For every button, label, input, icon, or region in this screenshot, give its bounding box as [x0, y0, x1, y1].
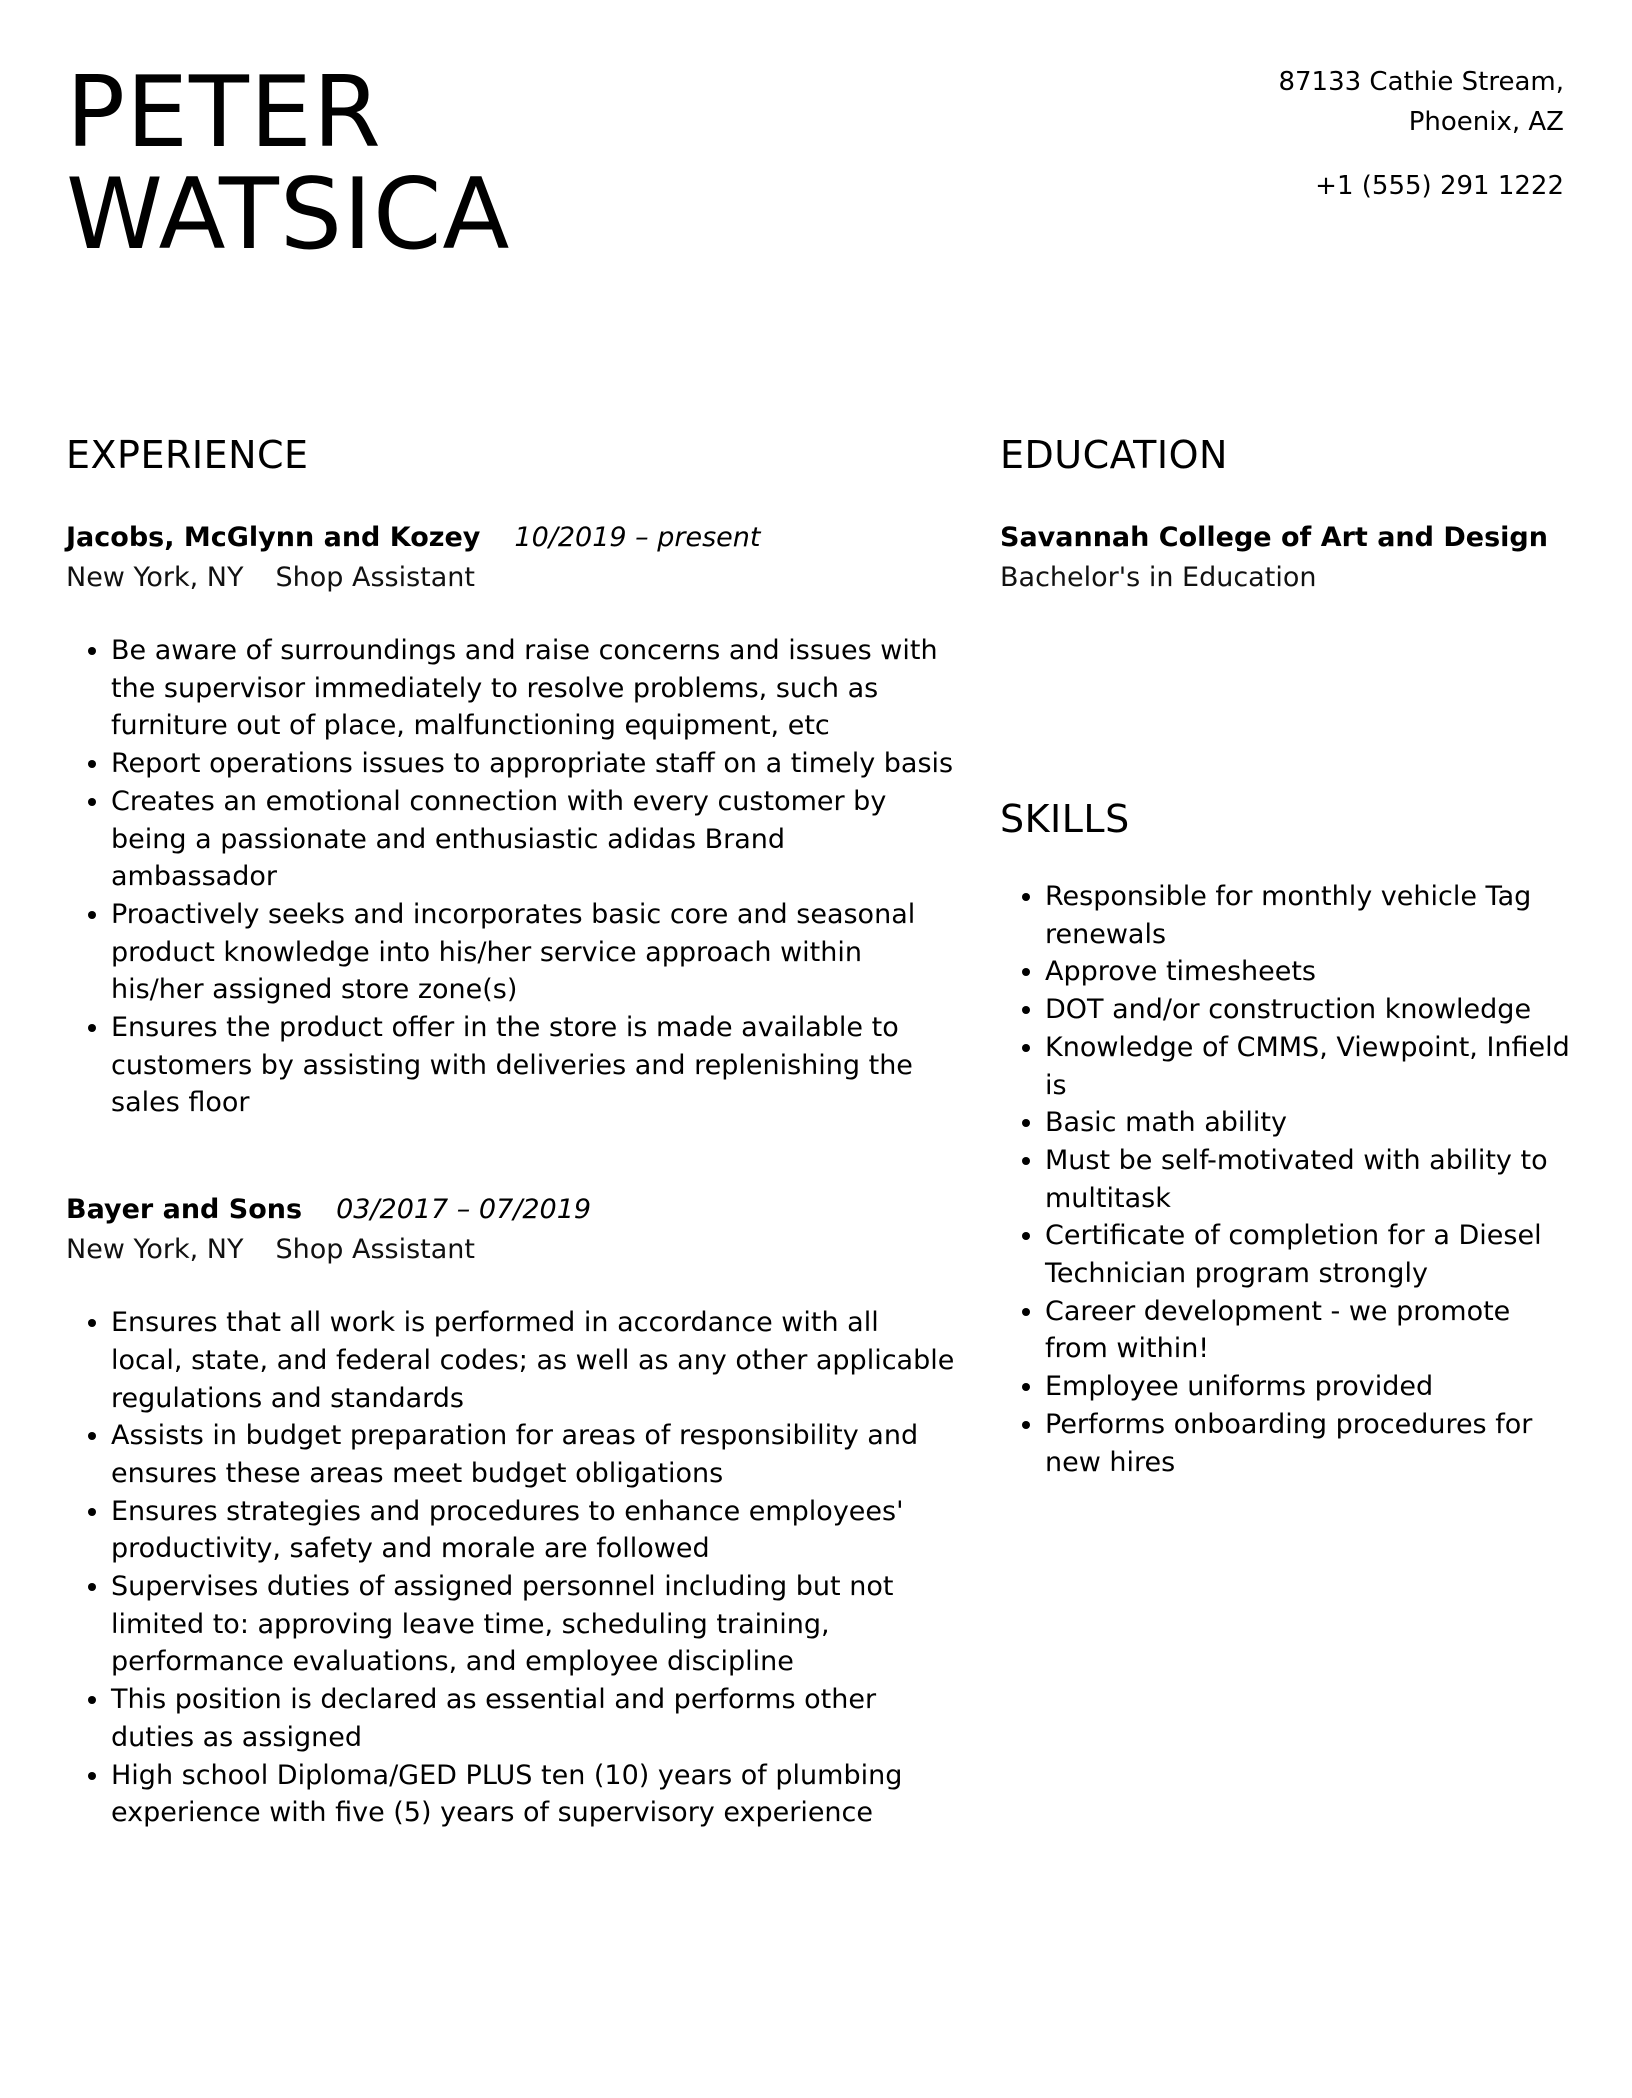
bullet-item: • Proactively seeks and incorporates basic core and seasonal product knowledge into his/her service approach within his/her assigned store zone(s) — [111, 896, 956, 1009]
education-heading: EDUCATION — [1000, 433, 1228, 477]
company-name: Bayer and Sons — [66, 1194, 303, 1226]
skills-list — [1000, 878, 1570, 1481]
candidate-name — [66, 56, 511, 272]
job-header — [66, 1190, 956, 1230]
job-bullets — [66, 1304, 956, 1832]
bullet-item: • This position is declared as essential and performs other duties as assigned — [111, 1681, 956, 1756]
skill-item: • DOT and/or construction knowledge — [1045, 991, 1570, 1029]
bullet-item: • Report operations issues to appropriate staff on a timely basis — [111, 745, 956, 783]
bullet-item: • High school Diploma/GED PLUS ten (10) years of plumbing experience with five (5) years of supervisory experience — [111, 1757, 956, 1832]
job-entry — [66, 518, 956, 1122]
skill-item: • Basic math ability — [1045, 1104, 1570, 1142]
bullet-item: • Ensures the product offer in the store is made available to customers by assisting with deliveries and replenishing the sales floor — [111, 1009, 956, 1122]
bullet-item: • Be aware of surroundings and raise concerns and issues with the supervisor immediately to resolve problems, such as furniture out of place, malfunctioning equipment, etc — [111, 632, 956, 745]
job-location: New York, NY — [66, 562, 244, 593]
job-header — [66, 518, 956, 558]
skill-item: • Approve timesheets — [1045, 953, 1570, 991]
school-name: Savannah College of Art and Design — [1000, 522, 1548, 553]
skill-item: • Employee uniforms provided — [1045, 1368, 1570, 1406]
address-line-2: Phoenix, AZ — [1408, 107, 1564, 137]
education-entry — [1000, 518, 1570, 598]
job-subheader — [66, 1230, 956, 1270]
bullet-item: • Ensures strategies and procedures to enhance employees' productivity, safety and morale are followed — [111, 1493, 956, 1568]
skills-heading: SKILLS — [1000, 797, 1130, 841]
name-first: PETER — [66, 56, 382, 170]
right-column — [1000, 430, 1570, 1481]
experience-section — [66, 430, 956, 1832]
job-dates: 03/2017 – 07/2019 — [336, 1194, 592, 1226]
bullet-item: • Supervises duties of assigned personnel including but not limited to: approving leave time, scheduling training, performance evaluations, and employee discipline — [111, 1568, 956, 1681]
address — [1004, 62, 1564, 142]
skill-item: • Responsible for monthly vehicle Tag renewals — [1045, 878, 1570, 953]
bullet-item: • Creates an emotional connection with every customer by being a passionate and enthusiastic adidas Brand ambassador — [111, 783, 956, 896]
job-dates: 10/2019 – present — [514, 522, 761, 553]
degree: Bachelor's in Education — [1000, 562, 1317, 593]
skill-item: • Certificate of completion for a Diesel Technician program strongly — [1045, 1217, 1570, 1292]
job-location: New York, NY — [66, 1234, 244, 1266]
education-section — [1000, 430, 1570, 598]
experience-heading: EXPERIENCE — [66, 433, 309, 477]
job-subheader — [66, 558, 956, 598]
skill-item: • Career development - we promote from within! — [1045, 1293, 1570, 1368]
job-entry — [66, 1190, 956, 1832]
contact-info — [1004, 62, 1564, 206]
skill-item: • Must be self-motivated with ability to multitask — [1045, 1142, 1570, 1217]
skill-item: • Knowledge of CMMS, Viewpoint, Infield is — [1045, 1029, 1570, 1104]
phone-number: +1 (555) 291 1222 — [1315, 171, 1564, 201]
bullet-item: • Ensures that all work is performed in accordance with all local, state, and federal codes; as well as any other applicable regulations and standards — [111, 1304, 956, 1417]
skill-item: • Performs onboarding procedures for new hires — [1045, 1406, 1570, 1481]
job-role: Shop Assistant — [275, 1234, 475, 1266]
job-bullets — [66, 632, 956, 1122]
name-last: WATSICA — [66, 158, 511, 272]
company-name: Jacobs, McGlynn and Kozey — [66, 522, 481, 553]
job-role: Shop Assistant — [275, 562, 475, 593]
skills-section — [1000, 794, 1570, 1481]
bullet-item: • Assists in budget preparation for areas of responsibility and ensures these areas meet budget obligations — [111, 1417, 956, 1492]
address-line-1: 87133 Cathie Stream, — [1278, 67, 1564, 97]
